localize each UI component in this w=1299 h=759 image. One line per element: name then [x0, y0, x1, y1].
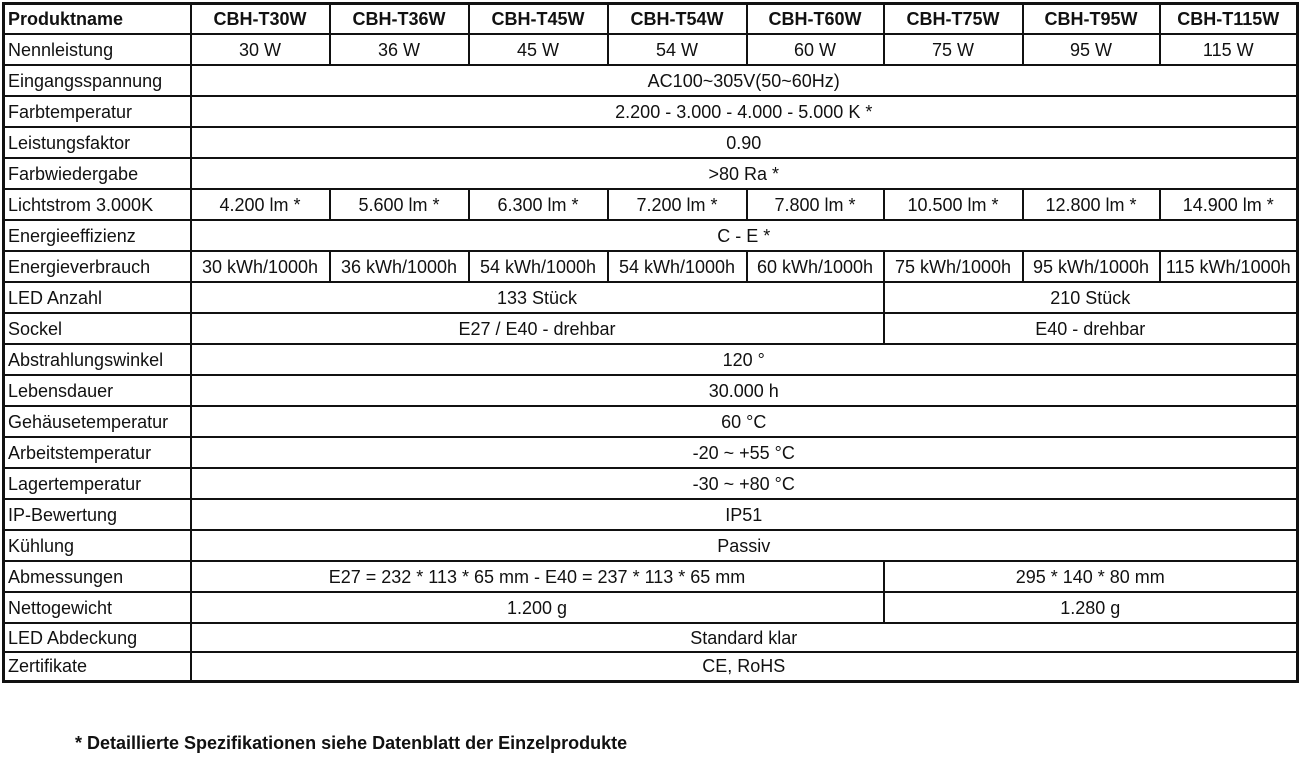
row-label: Farbwiedergabe [4, 158, 191, 189]
table-row [4, 375, 1298, 406]
row-value: 6.300 lm * [469, 189, 608, 220]
row-value: 1.200 g [191, 592, 884, 623]
row-value: 75 W [884, 34, 1023, 65]
row-value: E27 = 232 * 113 * 65 mm - E40 = 237 * 113 * 65 mm [191, 561, 884, 592]
row-value: 115 W [1160, 34, 1298, 65]
model-header: CBH-T30W [191, 4, 330, 35]
row-value: Passiv [191, 530, 1298, 561]
row-value: 133 Stück [191, 282, 884, 313]
row-label: Abmessungen [4, 561, 191, 592]
table-row [4, 189, 1298, 220]
row-value: 30 kWh/1000h [191, 251, 330, 282]
model-header: CBH-T60W [747, 4, 884, 35]
table-row [4, 158, 1298, 189]
model-header: CBH-T95W [1023, 4, 1160, 35]
row-label: LED Abdeckung [4, 623, 191, 652]
table-row [4, 313, 1298, 344]
row-value: 30.000 h [191, 375, 1298, 406]
row-label: IP-Bewertung [4, 499, 191, 530]
table-row [4, 220, 1298, 251]
row-value: CE, RoHS [191, 652, 1298, 681]
row-label: Arbeitstemperatur [4, 437, 191, 468]
row-label: Lichtstrom 3.000K [4, 189, 191, 220]
table-row [4, 251, 1298, 282]
row-value: 36 W [330, 34, 469, 65]
row-value: 60 °C [191, 406, 1298, 437]
row-value: 95 kWh/1000h [1023, 251, 1160, 282]
row-value: 295 * 140 * 80 mm [884, 561, 1298, 592]
table-row [4, 282, 1298, 313]
table-row [4, 623, 1298, 652]
table-row [4, 468, 1298, 499]
table-row [4, 530, 1298, 561]
row-value: 1.280 g [884, 592, 1298, 623]
row-value: E27 / E40 - drehbar [191, 313, 884, 344]
row-label: Sockel [4, 313, 191, 344]
model-header: CBH-T54W [608, 4, 747, 35]
spec-table-body [4, 34, 1298, 681]
table-row [4, 406, 1298, 437]
row-value: 4.200 lm * [191, 189, 330, 220]
row-value: IP51 [191, 499, 1298, 530]
row-label: Energieeffizienz [4, 220, 191, 251]
table-row [4, 65, 1298, 96]
row-value: 2.200 - 3.000 - 4.000 - 5.000 K * [191, 96, 1298, 127]
table-row [4, 437, 1298, 468]
row-value: 45 W [469, 34, 608, 65]
row-label: Farbtemperatur [4, 96, 191, 127]
table-row [4, 561, 1298, 592]
row-label: Abstrahlungswinkel [4, 344, 191, 375]
row-value: 60 kWh/1000h [747, 251, 884, 282]
row-value: 95 W [1023, 34, 1160, 65]
table-row [4, 96, 1298, 127]
row-value: 54 W [608, 34, 747, 65]
row-value: 60 W [747, 34, 884, 65]
table-row [4, 499, 1298, 530]
row-label: Lagertemperatur [4, 468, 191, 499]
model-header: CBH-T115W [1160, 4, 1298, 35]
row-value: 5.600 lm * [330, 189, 469, 220]
model-header: CBH-T75W [884, 4, 1023, 35]
spec-table [2, 2, 1299, 683]
row-label: Kühlung [4, 530, 191, 561]
row-label: Leistungsfaktor [4, 127, 191, 158]
row-value: >80 Ra * [191, 158, 1298, 189]
row-value: 75 kWh/1000h [884, 251, 1023, 282]
row-label: Lebensdauer [4, 375, 191, 406]
model-header: CBH-T36W [330, 4, 469, 35]
row-value: 54 kWh/1000h [608, 251, 747, 282]
table-row [4, 127, 1298, 158]
row-value: 14.900 lm * [1160, 189, 1298, 220]
model-header: CBH-T45W [469, 4, 608, 35]
header-row [4, 4, 1298, 35]
row-value: 120 ° [191, 344, 1298, 375]
row-value: AC100~305V(50~60Hz) [191, 65, 1298, 96]
row-label: Eingangsspannung [4, 65, 191, 96]
row-value: C - E * [191, 220, 1298, 251]
row-value: 36 kWh/1000h [330, 251, 469, 282]
row-value: 10.500 lm * [884, 189, 1023, 220]
row-value: 54 kWh/1000h [469, 251, 608, 282]
header-label: Produktname [4, 4, 191, 35]
row-value: -20 ~ +55 °C [191, 437, 1298, 468]
row-label: Zertifikate [4, 652, 191, 681]
row-value: Standard klar [191, 623, 1298, 652]
row-value: E40 - drehbar [884, 313, 1298, 344]
row-value: 0.90 [191, 127, 1298, 158]
row-value: 12.800 lm * [1023, 189, 1160, 220]
row-value: -30 ~ +80 °C [191, 468, 1298, 499]
row-label: Nettogewicht [4, 592, 191, 623]
row-value: 7.800 lm * [747, 189, 884, 220]
row-label: Nennleistung [4, 34, 191, 65]
row-value: 7.200 lm * [608, 189, 747, 220]
table-row [4, 592, 1298, 623]
row-label: Energieverbrauch [4, 251, 191, 282]
row-label: LED Anzahl [4, 282, 191, 313]
row-value: 115 kWh/1000h [1160, 251, 1298, 282]
footnote: * Detaillierte Spezifikationen siehe Datenblatt der Einzelprodukte [75, 733, 628, 753]
table-row [4, 652, 1298, 681]
table-row [4, 344, 1298, 375]
table-row [4, 34, 1298, 65]
row-label: Gehäusetemperatur [4, 406, 191, 437]
row-value: 30 W [191, 34, 330, 65]
row-value: 210 Stück [884, 282, 1298, 313]
